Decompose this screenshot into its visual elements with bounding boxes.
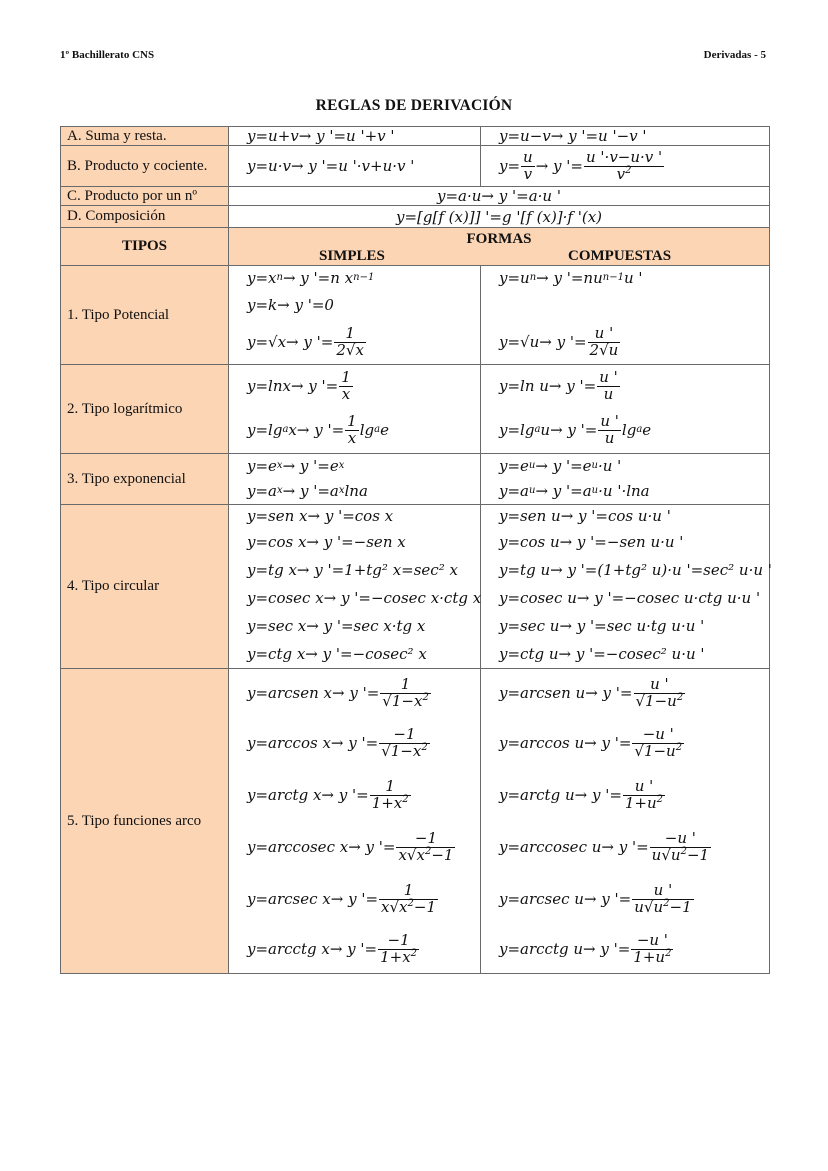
formula-part: → y '= — [535, 157, 583, 175]
type-label: 1. Tipo Potencial — [61, 266, 229, 365]
rule-label: C. Producto por un nº — [61, 187, 229, 206]
rule-label: B. Producto y cociente. — [61, 146, 229, 187]
formas-heading — [229, 228, 770, 266]
formas-title: FORMAS — [466, 231, 532, 247]
type-row-arc-functions — [61, 669, 770, 974]
tipos-heading: TIPOS — [61, 228, 229, 266]
type-row-logarithmic — [61, 365, 770, 454]
rule-simple-formula: y=u+v→ y '=u '+v ' — [229, 127, 481, 146]
rule-label: A. Suma y resta. — [61, 127, 229, 146]
fraction-denominator: $v^2$ — [616, 164, 632, 183]
compuestas-heading: COMPUESTAS — [568, 248, 672, 264]
fraction-denominator: v — [523, 164, 533, 183]
rule-simple-formula: y=u·v→ y '=u '·v+u·v ' — [229, 146, 481, 187]
page-title: REGLAS DE DERIVACIÓN — [315, 97, 513, 114]
rule-compound-formula — [481, 146, 770, 187]
derivation-rules-table — [60, 126, 770, 974]
simple-formulas: y=arcsen x→ y '= $\frac{1}{√1-x^2}$ y=arccos x→ y '= $\frac{-1}{√1-x^2}$ y=arctg x→ y '= $\frac{1}{1+x^2}$ y=arccosec x→ y '= $\frac{-1}{x√x^2-1}$ y=arcsec x→ y '= $\frac{1}{x√x^2-1}$ y=arcctg x→ y '= $\frac{-1}{1+x^2}$ — [229, 669, 481, 974]
type-label: 4. Tipo circular — [61, 505, 229, 669]
types-header-row — [61, 228, 770, 266]
type-label: 5. Tipo funciones arco — [61, 669, 229, 974]
type-row-exponential — [61, 454, 770, 505]
type-label: 2. Tipo logarítmico — [61, 365, 229, 454]
simple-formulas: y=lnx→ y '= $\frac{1}{x}$ y=lg a x→ y '= $\frac{1}{x}$ lg a e — [229, 365, 481, 454]
fraction — [584, 147, 664, 183]
compound-formulas: y=arcsen u→ y '= $\frac{u '}{√1-u^2}$ y=arccos u→ y '= $\frac{-u '}{√1-u^2}$ y=arctg u→ y '= $\frac{u '}{1+u^2}$ y=arccosec u→ y '= $\frac{-u '}{u√u^2-1}$ y=arcsec u→ y '= $\frac{u '}{u√u^2-1}$ y=arcctg u→ y '= $\frac{-u '}{1+u^2}$ — [481, 669, 770, 974]
compound-formulas: y=u n → y '=nu n−1 u ' y=√u→ y '= $\frac{u '}{2√u}$ — [481, 266, 770, 365]
compound-formulas: y=e u → y '=e u ·u ' y=a u → y '=a u ·u '·lna — [481, 454, 770, 505]
rule-row-composition — [61, 206, 770, 228]
type-row-circular — [61, 505, 770, 669]
fraction-numerator: u '·v−u·v ' — [586, 147, 663, 166]
header-page-label: Derivadas - 5 — [703, 49, 766, 61]
rule-label: D. Composición — [61, 206, 229, 228]
rule-row-product — [61, 146, 770, 187]
simple-formulas: y=e x → y '=e x y=a x → y '=a x lna — [229, 454, 481, 505]
rule-row-scalar — [61, 187, 770, 206]
simple-formulas: y=sen x→ y '=cos x y=cos x→ y '=−sen x y=tg x→ y '=1+tg² x=sec² x y=cosec x→ y '=−cosec x·ctg x y=sec x→ y '=sec x·tg x y=ctg x→ y '=−cosec² x — [229, 505, 481, 669]
rule-compound-formula: y=u−v→ y '=u '−v ' — [481, 127, 770, 146]
simple-formulas: y=x n → y '=n x n−1 y=k→ y '=0 y=√x→ y '= $\frac{1}{2√x}$ — [229, 266, 481, 365]
simples-heading: SIMPLES — [319, 248, 385, 264]
compound-formulas: y=sen u→ y '=cos u·u ' y=cos u→ y '=−sen u·u ' y=tg u→ y '=(1+tg² u)·u '=sec² u·u ' y=cosec u→ y '=−cosec u·ctg u·u ' y=sec u→ y '=sec u·tg u·u ' y=ctg u→ y '=−cosec² u·u ' — [481, 505, 770, 669]
compound-formulas: y=ln u→ y '= $\frac{u '}{u}$ y=lg a u→ y '= $\frac{u '}{u}$ lg a e — [481, 365, 770, 454]
type-row-potential — [61, 266, 770, 365]
rule-formula: y=[g[f (x)]] '=g '[f (x)]·f '(x) — [229, 206, 770, 228]
type-label: 3. Tipo exponencial — [61, 454, 229, 505]
rule-row-sum — [61, 127, 770, 146]
fraction — [521, 147, 535, 183]
rule-formula: y=a·u→ y '=a·u ' — [229, 187, 770, 206]
fraction-numerator: u — [523, 147, 533, 166]
formula-part: y= — [499, 157, 521, 175]
header-course: 1º Bachillerato CNS — [60, 49, 155, 61]
